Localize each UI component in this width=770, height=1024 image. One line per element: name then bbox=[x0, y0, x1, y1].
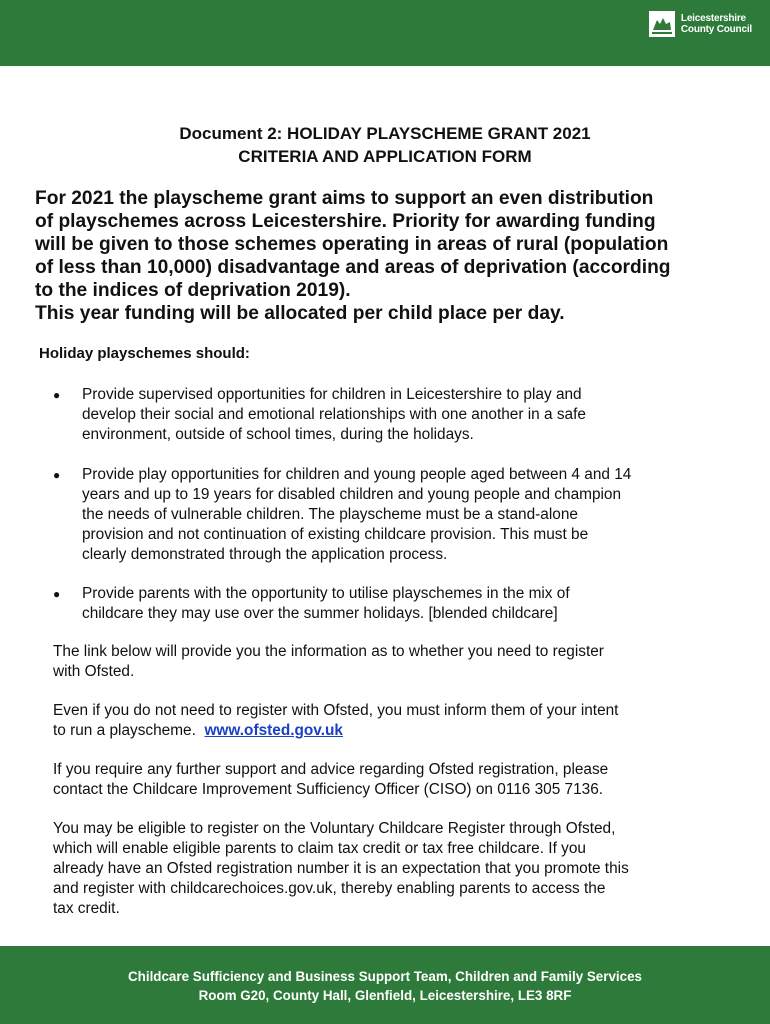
voluntary-register-paragraph bbox=[53, 819, 743, 919]
list-item-line: the needs of vulnerable children. The playscheme must be a stand-alone bbox=[82, 506, 578, 523]
list-item-line: childcare they may use over the summer holidays. [blended childcare] bbox=[82, 605, 558, 622]
footer-line-1: Childcare Sufficiency and Business Support Team, Children and Family Services bbox=[128, 969, 642, 984]
document-title bbox=[0, 122, 770, 168]
logo-line-2: County Council bbox=[680, 24, 752, 35]
bullet-icon: ● bbox=[53, 468, 61, 482]
subheading: Holiday playschemes should: bbox=[39, 345, 250, 362]
footer-band bbox=[0, 946, 770, 1024]
title-line-2: CRITERIA AND APPLICATION FORM bbox=[238, 147, 532, 166]
support-paragraph bbox=[53, 760, 743, 800]
paragraph-line: contact the Childcare Improvement Sufficiency Officer (CISO) on 0116 305 7136. bbox=[53, 781, 604, 798]
paragraph-line: If you require any further support and advice regarding Ofsted registration, please bbox=[53, 761, 609, 778]
ofsted-link[interactable]: www.ofsted.gov.uk bbox=[204, 722, 343, 739]
paragraph-line: The link below will provide you the information as to whether you need to register bbox=[53, 643, 604, 660]
logo-line-1: Leicestershire bbox=[680, 13, 746, 24]
header-band bbox=[0, 0, 770, 66]
list-item-line: develop their social and emotional relationships with one another in a safe bbox=[82, 406, 586, 423]
intro-statement bbox=[35, 187, 745, 325]
bullet-icon: ● bbox=[53, 587, 61, 601]
fox-crest-icon bbox=[648, 10, 676, 38]
footer-line-2: Room G20, County Hall, Glenfield, Leicestershire, LE3 8RF bbox=[198, 988, 572, 1003]
paragraph-line: You may be eligible to register on the Voluntary Childcare Register through Ofsted, bbox=[53, 820, 616, 837]
bullet-icon: ● bbox=[53, 388, 61, 402]
intro-line-4: of less than 10,000) disadvantage and areas of deprivation (according bbox=[35, 257, 671, 278]
title-line-1: Document 2: HOLIDAY PLAYSCHEME GRANT 2021 bbox=[179, 124, 591, 143]
intro-line-5: to the indices of deprivation 2019). bbox=[35, 280, 351, 301]
list-item-line: Provide play opportunities for children and young people aged between 4 and 14 bbox=[82, 466, 632, 483]
intro-line-3: will be given to those schemes operating in areas of rural (population bbox=[35, 234, 669, 255]
paragraph-line-with-link bbox=[53, 721, 743, 741]
intro-line-6: This year funding will be allocated per child place per day. bbox=[35, 303, 565, 324]
paragraph-line: with Ofsted. bbox=[53, 663, 135, 680]
paragraph-line: already have an Ofsted registration number it is an expectation that you promote this bbox=[53, 860, 629, 877]
list-item-line: environment, outside of school times, during the holidays. bbox=[82, 426, 474, 443]
list-item-line: Provide supervised opportunities for children in Leicestershire to play and bbox=[82, 386, 582, 403]
list-item-line: Provide parents with the opportunity to utilise playschemes in the mix of bbox=[82, 585, 570, 602]
paragraph-text: to run a playscheme. bbox=[53, 722, 196, 739]
intro-line-1: For 2021 the playscheme grant aims to support an even distribution bbox=[35, 188, 654, 209]
paragraph-line: Even if you do not need to register with Ofsted, you must inform them of your intent bbox=[53, 702, 619, 719]
list-item-line: years and up to 19 years for disabled children and young people and champion bbox=[82, 486, 622, 503]
list-item-line: clearly demonstrated through the application process. bbox=[82, 546, 448, 563]
council-logo bbox=[648, 9, 752, 39]
ofsted-info-paragraph bbox=[53, 642, 743, 682]
paragraph-line: and register with childcarechoices.gov.uk, thereby enabling parents to access the bbox=[53, 880, 606, 897]
paragraph-line: tax credit. bbox=[53, 900, 120, 917]
inform-ofsted-paragraph bbox=[53, 701, 743, 741]
list-item-line: provision and not continuation of existing childcare provision. This must be bbox=[82, 526, 589, 543]
intro-line-2: of playschemes across Leicestershire. Priority for awarding funding bbox=[35, 211, 656, 232]
paragraph-line: which will enable eligible parents to claim tax credit or tax free childcare. If you bbox=[53, 840, 586, 857]
